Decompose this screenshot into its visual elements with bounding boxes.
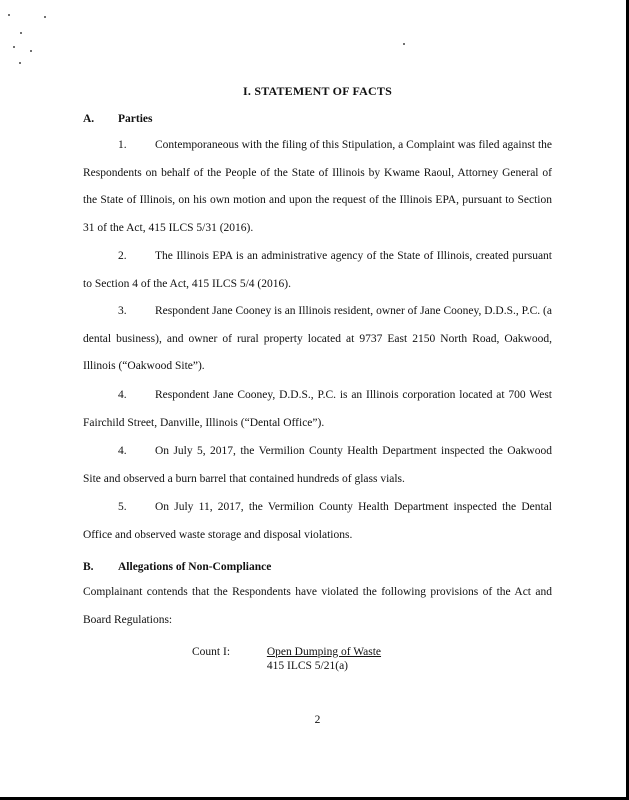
scan-speck (44, 16, 46, 18)
scan-speck (403, 43, 405, 45)
paragraph-4: 4. Respondent Jane Cooney, D.D.S., P.C. is an Illinois corporation located at 700 West Fairchild Street, Danville, Illinois (“Dental Office”). (83, 389, 552, 429)
count-label: Count I: (192, 646, 231, 658)
paragraph-2: 2. The Illinois EPA is an administrative agency of the State of Illinois, created pursuant to Section 4 of the Act, 415 ILCS 5/4 (2016). (83, 250, 552, 290)
count-title: Open Dumping of Waste (266, 646, 382, 658)
allegations-intro: Complainant contends that the Respondents have violated the following provisions of the Act and Board Regulations: (83, 586, 552, 626)
count-i (192, 645, 381, 673)
section-a-heading: A. Parties (83, 113, 153, 125)
scan-speck (8, 14, 10, 16)
statement-of-facts-heading: I. STATEMENT OF FACTS (243, 84, 392, 98)
paragraph-3: 3. Respondent Jane Cooney is an Illinois resident, owner of Jane Cooney, D.D.S., P.C. (a dental business), and owner of rural property located at 9737 East 2150 North Road, Oakwood, Illinois (“Oakwood Site”). (83, 305, 552, 372)
scan-speck (20, 32, 22, 34)
paragraph-4b: 4. On July 5, 2017, the Vermilion County Health Department inspected the Oakwood Site and observed a burn barrel that contained hundreds of glass vials. (83, 445, 552, 485)
count-citation: 415 ILCS 5/21(a) (266, 660, 349, 672)
paragraph-1: 1. Contemporaneous with the filing of this Stipulation, a Complaint was filed against the Respondents on behalf of the People of the State of Illinois by Kwame Raoul, Attorney General of the State of Illinois, on his own motion and upon the request of the Illinois EPA, pursuant to Section 31 of the Act, 415 ILCS 5/31 (2016). (83, 139, 552, 234)
page-number: 2 (314, 714, 321, 726)
scan-speck (30, 50, 32, 52)
scan-speck (19, 62, 21, 64)
section-b-heading: B. Allegations of Non-Compliance (83, 561, 272, 573)
paragraph-5: 5. On July 11, 2017, the Vermilion County Health Department inspected the Dental Office and observed waste storage and disposal violations. (83, 501, 552, 541)
scan-speck (13, 46, 15, 48)
